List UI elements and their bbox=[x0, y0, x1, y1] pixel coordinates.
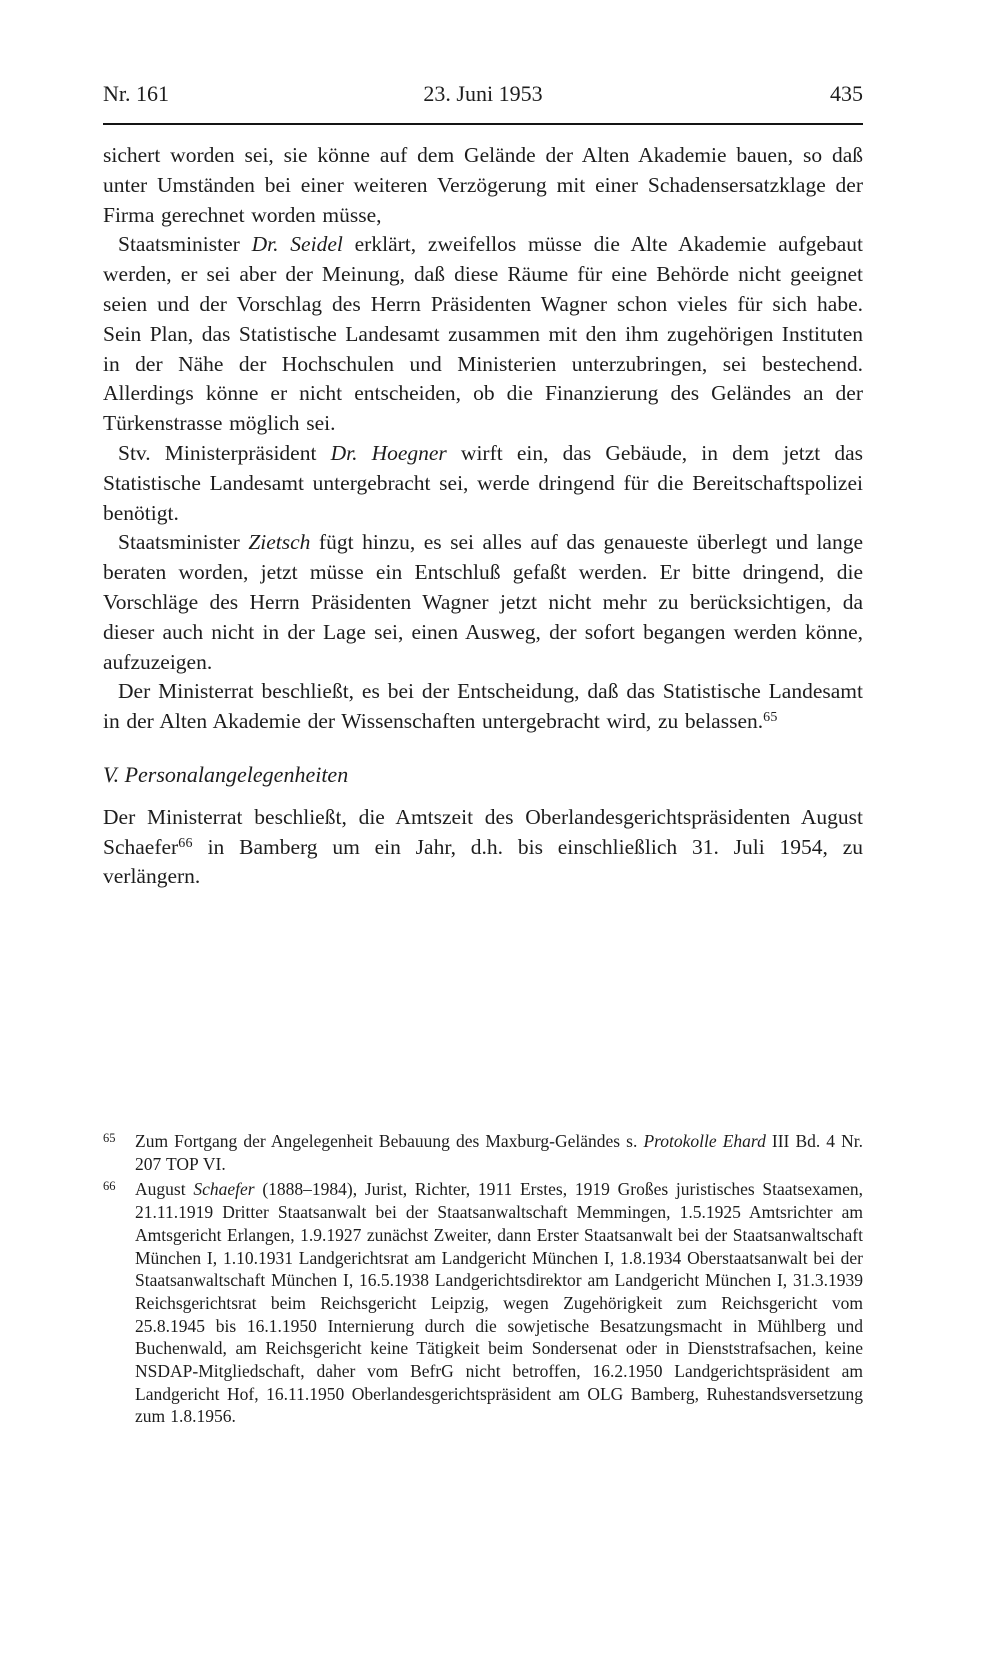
footnote-reference-65: 65 bbox=[763, 710, 778, 726]
text-run: Staatsminister bbox=[118, 232, 252, 257]
footnote-marker: 66 bbox=[103, 1179, 116, 1194]
cited-work-title: Protokolle Ehard bbox=[643, 1131, 766, 1151]
header-page-number: 435 bbox=[830, 81, 863, 106]
speaker-name: Dr. Hoegner bbox=[330, 440, 447, 465]
section-heading: V. Personalangelegenheiten bbox=[103, 761, 349, 787]
text-run: Zum Fortgang der Angelegenheit Bebauung des Maxburg-Geländes s. bbox=[135, 1131, 644, 1151]
main-text-column bbox=[103, 141, 863, 892]
paragraph-continuation bbox=[103, 141, 863, 230]
person-surname: Schaefer bbox=[193, 1179, 255, 1200]
header-issue-number: Nr. 161 bbox=[103, 81, 169, 106]
speaker-name: Zietsch bbox=[248, 530, 311, 555]
text-run: Stv. Ministerpräsident bbox=[118, 440, 331, 465]
header-date: 23. Juni 1953 bbox=[423, 81, 543, 106]
text-run: August bbox=[135, 1179, 194, 1200]
footnotes-block bbox=[103, 1127, 863, 1428]
footnote-66 bbox=[103, 1175, 863, 1428]
text-run: erklärt, zweifellos müsse die Alte Akademie aufgebaut werden, er sei aber der Meinung, daß diese Räume für eine Behörde nicht geeignet seien und der Vorschlag des Herrn Präsidenten Wagner schon vieles für sich habe. Sein Plan, das Statistische Landesamt zusammen mit den ihm zugehörigen Instituten in der Nähe der Hochschulen und Ministerien unterzubringen, sei bestechend. Allerdings könne er nicht entscheiden, ob die Finanzierung des Geländes an der Türkenstrasse möglich sei. bbox=[103, 232, 863, 436]
header-rule bbox=[103, 123, 863, 125]
text-run: Der Ministerrat beschließt, die Amtszeit des Oberlandesgerichtspräsidenten August Schaefer bbox=[103, 804, 863, 859]
text-run: wirft ein, das Gebäude, in dem jetzt das Statistische Landesamt untergebracht sei, werde dringend für die Bereitschaftspolizei benötigt. bbox=[103, 440, 863, 525]
paragraph-zietsch bbox=[103, 528, 863, 677]
text-run: fügt hinzu, es sei alles auf das genaueste überlegt und lange beraten worden, jetzt müsse ein Entschluß gefaßt werden. Er bitte dringend, die Vorschläge des Herrn Präsidenten Wagner jetzt nicht mehr zu berücksichtigen, da dieser auch nicht in der Lage sei, einen Ausweg, der sofort begangen werden könne, aufzuzeigen. bbox=[103, 530, 864, 674]
paragraph-schaefer-term bbox=[103, 803, 863, 892]
text-run: Staatsminister bbox=[118, 530, 249, 555]
speaker-name: Dr. Seidel bbox=[251, 232, 343, 257]
text-run: sichert worden sei, sie könne auf dem Gelände der Alten Akademie bauen, so daß unter Umständen bei einer weiteren Verzögerung mit einer Schadensersatzklage der Firma gerechnet worden müsse, bbox=[103, 143, 863, 227]
footnote-reference-66: 66 bbox=[178, 835, 193, 851]
paragraph-resolution bbox=[103, 677, 863, 737]
paragraph-seidel bbox=[103, 230, 863, 439]
running-header bbox=[103, 82, 863, 106]
text-run: in Bamberg um ein Jahr, d.h. bis einschließlich 31. Juli 1954, zu verlängern. bbox=[103, 834, 863, 889]
text-run: Der Ministerrat beschließt, es bei der Entscheidung, daß das Statistische Landesamt in der Alten Akademie der Wissenschaften untergebracht wird, zu belassen. bbox=[103, 679, 863, 734]
footnote-marker: 65 bbox=[103, 1131, 116, 1145]
footnote-65 bbox=[103, 1127, 863, 1175]
text-run: (1888–1984), Jurist, Richter, 1911 Erstes, 1919 Großes juristisches Staatsexamen, 21.11.1919 Dritter Staatsanwalt bei der Staatsanwaltschaft Memmingen, 1.5.1925 Amtsrichter am Amtsgericht Erlangen, 1.9.1927 zunächst Zweiter, dann Erster Staatsanwalt bei der Staatsanwaltschaft München I, 1.10.1931 Landgerichtsrat am Landgericht München I, 1.8.1934 Oberstaatsanwalt bei der Staatsanwaltschaft München I, 16.5.1938 Landgerichtsdirektor am Landgericht München I, 31.3.1939 Reichsgerichtsrat beim Reichsgericht Leipzig, wegen Zugehörigkeit zum Reichsgericht vom 25.8.1945 bis 16.1.1950 Internierung durch die sowjetische Besatzungsmacht in Mühlberg und Buchenwald, am Reichsgericht keine Tätigkeit beim Sondersenat oder in Dienststrafsachen, keine NSDAP-Mitgliedschaft, daher vom BefrG nicht betroffen, 16.2.1950 Landgerichtspräsident am Landgericht Hof, 16.11.1950 Oberlandesgerichtspräsident am OLG Bamberg, Ruhestandsversetzung zum 1.8.1956. bbox=[135, 1179, 863, 1427]
paragraph-hoegner bbox=[103, 439, 863, 528]
text-run: III Bd. 4 Nr. 207 TOP VI. bbox=[135, 1131, 863, 1174]
